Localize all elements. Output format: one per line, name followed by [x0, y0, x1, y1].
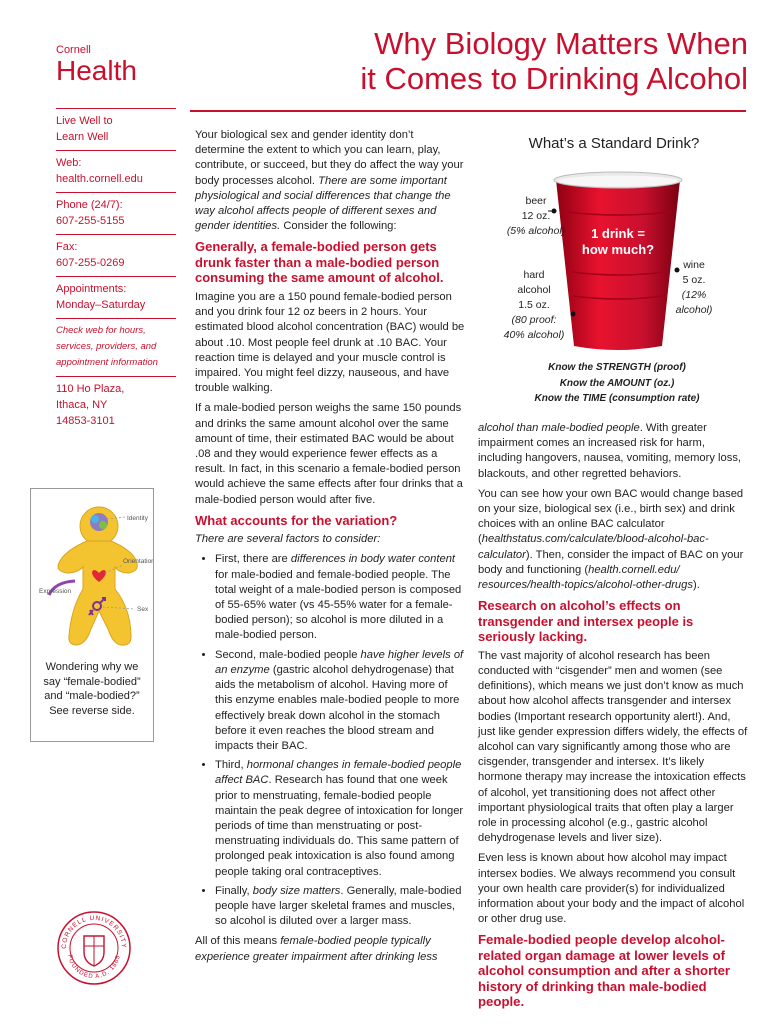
web-block: Web: health.cornell.edu: [56, 150, 176, 192]
fax-block: Fax: 607-255-0269: [56, 234, 176, 276]
list-item: • Second, male-bodied people have higher levels of an enzyme (gastric alcohol dehydrogenase) that aids the metabolism of alcohol. Having more of this enzyme enables male-bodied people to more effectively break down alcohol in the stomach before it even reaches the blood stream and impacts their BAC.: [215, 648, 465, 754]
article-column-1: [195, 128, 465, 970]
hours-note: Check web for hours, services, providers, and appointment information: [56, 318, 176, 376]
appointments-block: Appointments: Monday–Saturday: [56, 276, 176, 318]
phone-number: 607-255-5155: [56, 215, 125, 227]
heading-drunk-faster: Generally, a female-bodied person gets drunk faster than a male-bodied person consuming the same amount of alcohol.: [195, 239, 444, 286]
seal-text-bottom: FOUNDED A.D. 1865: [66, 954, 122, 981]
list-item: • Finally, body size matters. Generally, male-bodied people have larger skeletal frames and muscles, so alcohol is diluted over a larger mass.: [215, 884, 465, 930]
know-list: Know the STRENGTH (proof) Know the AMOUNT (oz.) Know the TIME (consumption rate): [534, 362, 700, 404]
fax-number: 607-255-0269: [56, 257, 125, 269]
alcohol-resources-link[interactable]: health.cornell.edu/ resources/health-topics/alcohol-other-drugs: [478, 563, 693, 592]
brand-health: Health: [56, 55, 137, 86]
bac-calculator-paragraph: You can see how your own BAC would change based on your size, biological sex (i.e., birth sex) and drink choices with an online BAC calculator (healthstatus.com/calculate/blood-alcohol-bac-calculator). Then, consider the impact of BAC on your body and functioning (health.cornell.edu/ resources/health-topics/alcohol-other-drugs).: [478, 487, 744, 592]
label-identity: Identity: [127, 515, 148, 522]
conclusion-paragraph: All of this means female-bodied people typically experience greater impairment after drinking less: [195, 935, 438, 963]
paragraph-scenario-male: If a male-bodied person weighs the same 150 pounds and drinks the same amount alcohol over the same amount of time, their estimated BAC would be about .08 and they would experience fewer effects as a result. In fact, in this scenario a female-bodied person would achieve the same effects after four drinks that a male-bodied person would after five.: [195, 402, 463, 506]
paragraph-scenario-female: Imagine you are a 150 pound female-bodied person and you drink four 12 oz beers in 2 hours. Your estimated blood alcohol concentration (BAC) would be about .10. Most people feel drunk at .10 BAC. Your reaction time is delayed and your muscle control is impaired. You might feel dizzy, nauseous, and have trouble walking.: [195, 290, 465, 395]
gingerbread-illustration: [31, 489, 153, 659]
heading-variation: What accounts for the variation?: [195, 512, 398, 528]
bac-calculator-link[interactable]: healthstatus.com/calculate/blood-alcohol-bac-calculator: [478, 533, 709, 561]
standard-drink-title: What’s a Standard Drink?: [528, 135, 700, 152]
label-orientation: Orientation: [123, 558, 153, 565]
gingerbread-figure: [30, 488, 154, 742]
phone-block: Phone (24/7): 607-255-5155: [56, 192, 176, 234]
label-sex: Sex: [137, 606, 149, 613]
factors-list: [195, 552, 465, 929]
intro-paragraph: Your biological sex and gender identity don’t determine the extent to which you can learn, play, contribute, or succeed, but they do affect the way your body processes alcohol. There are some important physiological and social differences that change the way alcohol affects people of different sexes and gender identities. Consider the following:: [195, 129, 464, 233]
cornell-seal-logo: [56, 910, 132, 986]
address-block: 110 Ho Plaza, Ithaca, NY 14853-3101: [56, 376, 176, 434]
title-divider: [190, 110, 746, 112]
brand-cornell: Cornell: [56, 44, 91, 56]
intersex-paragraph: Even less is known about how alcohol may impact intersex bodies. We always recommend you consult your own health care provider(s) for individualized information about your body and the impact of alcohol or other drug use.: [478, 852, 745, 926]
factors-intro: There are several factors to consider:: [195, 533, 381, 546]
research-paragraph: The vast majority of alcohol research has been conducted with “cisgender” men and women (see definitions), which means we just don’t know as much about how alcohol affects transgender and intersex bodies (Important research opportunity alert!). And, just like gender expression differs widely, the effects of alcohol can vary significantly among those who are cisgender, transgender and intersex. It’s likely hormone therapy may increase the intoxication effects of alcohol, yet transitioning does not affect other important physiological traits that often play a larger role in processing alcohol (e.g., gastric alcohol dehydrogenase levels and liver size).: [478, 649, 748, 845]
heading-research-lacking: Research on alcohol’s effects on transgender and intersex people is seriously lacking.: [478, 598, 694, 645]
hard-alcohol-label: hard alcohol 1.5 oz. (80 proof: 40% alcohol): [503, 269, 565, 341]
page-title: Why Biology Matters When it Comes to Drinking Alcohol: [360, 26, 748, 96]
gingerbread-caption: Wondering why we say “female-bodied” and “male-bodied?” See reverse side.: [43, 661, 141, 717]
wine-label: wine 5 oz. (12% alcohol): [675, 259, 713, 316]
label-expression: Expression: [39, 588, 72, 595]
sidebar: [56, 44, 176, 434]
list-item: • First, there are differences in body water content for male-bodied and female-bodied people. The total weight of a male-bodied person is composed of 55-65% water (vs 45-55% water for a female-bodied person); so alcohol is more diluted in a male-bodied person.: [215, 552, 465, 643]
tagline: Live Well to Learn Well: [56, 108, 176, 150]
article-column-2: [478, 421, 750, 1014]
seal-text-top: CORNELL UNIVERSITY: [60, 914, 128, 949]
beer-label: beer 12 oz. (5% alcohol): [506, 195, 566, 237]
cup-text-line1: 1 drink =: [591, 226, 645, 241]
heading-organ-damage: Female-bodied people develop alcohol-related organ damage at lower levels of alcohol consumption and after a shorter history of drinking than male-bodied people.: [478, 932, 731, 1010]
continuation-paragraph: alcohol than male-bodied people. With greater impairment comes an increased risk for harm, including hangovers, nausea, vomiting, memory loss, blackouts, and other regretted behaviors.: [478, 422, 742, 480]
list-item: • Third, hormonal changes in female-bodied people affect BAC. Research has found that one week prior to menstruating, female-bodied people maintain the peak degree of intoxication for longer periods of time than menstruating or post-menstruating individuals do. This same pattern of prolonged peak intoxication is also found among people taking oral contraceptives.: [215, 758, 465, 880]
cup-text-line2: how much?: [581, 242, 655, 257]
web-link[interactable]: health.cornell.edu: [56, 173, 143, 185]
